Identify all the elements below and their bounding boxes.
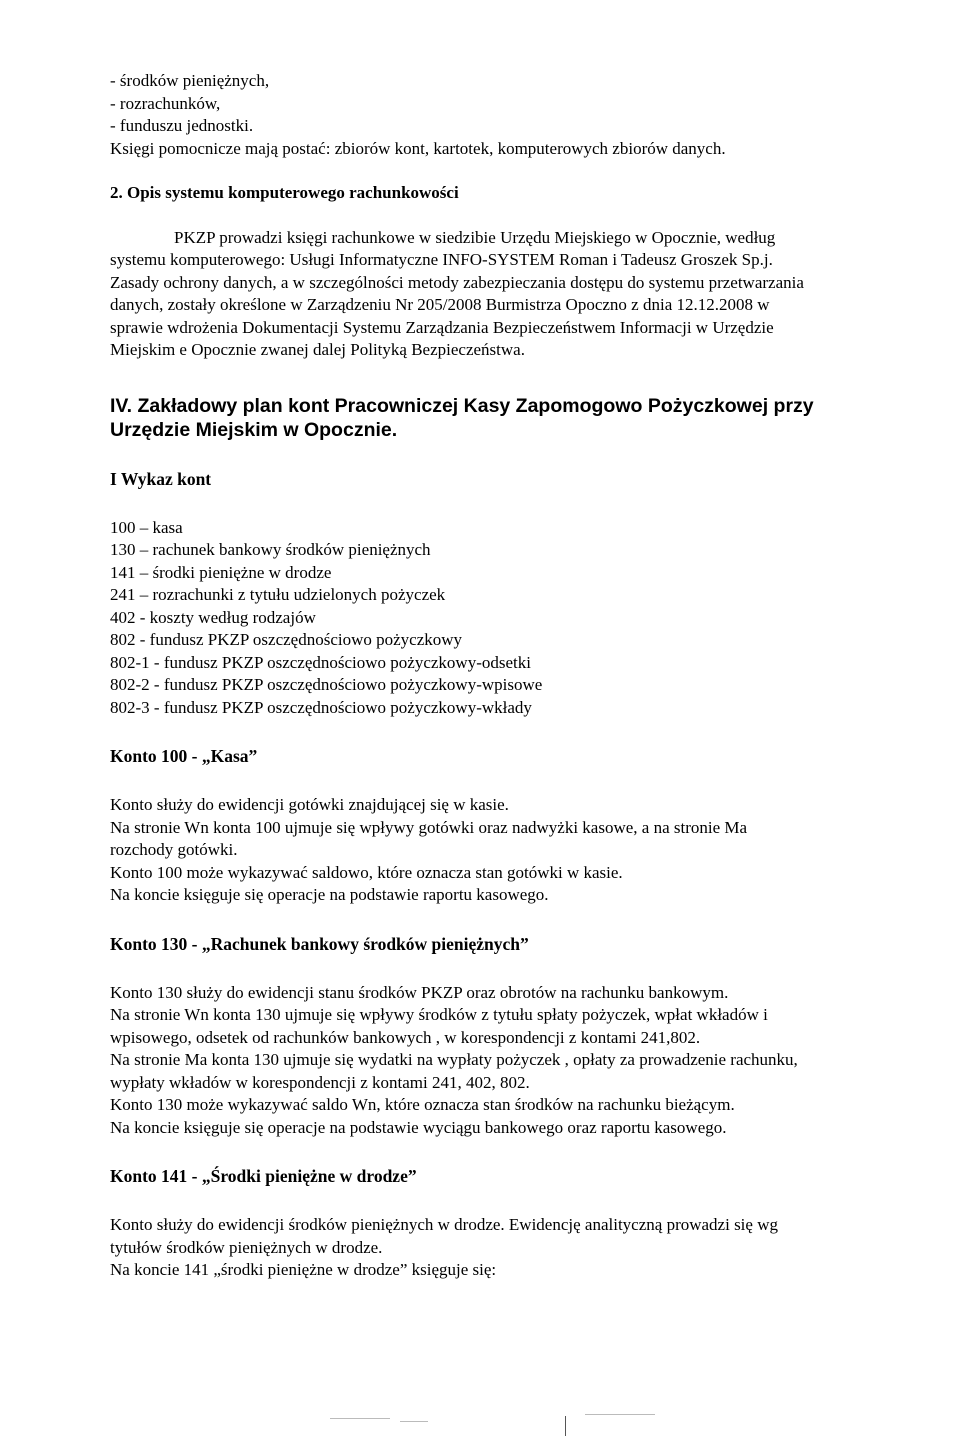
- wykaz-kont: [110, 468, 890, 720]
- intro-line: - środków pieniężnych,: [110, 71, 270, 90]
- list-item: 241 – rozrachunki z tytułu udzielonych pożyczek: [110, 585, 446, 604]
- paragraph-line: Konto 100 może wykazywać saldowo, które oznacza stan gotówki w kasie.: [110, 862, 623, 882]
- konto-heading: Konto 130 - „Rachunek bankowy środków pieniężnych”: [110, 933, 529, 954]
- section-4-heading: [110, 394, 890, 442]
- document-page: [110, 70, 890, 1282]
- section-heading-line: IV. Zakładowy plan kont Pracowniczej Kasy Zapomogowo Pożyczkowej przy: [110, 394, 814, 417]
- konto-heading: Konto 100 - „Kasa”: [110, 746, 258, 766]
- paragraph-line: rozchody gotówki.: [110, 840, 238, 859]
- paragraph-line: PKZP prowadzi księgi rachunkowe w siedzibie Urzędu Miejskiego w Opocznie, według: [174, 227, 776, 247]
- section-heading-line: Urzędzie Miejskim w Opocznie.: [110, 418, 398, 441]
- list-item: 130 – rachunek bankowy środków pieniężnych: [110, 540, 431, 559]
- list-item: 100 – kasa: [110, 517, 183, 537]
- list-item: 402 - koszty według rodzajów: [110, 607, 316, 627]
- paragraph-line: Na stronie Ma konta 130 ujmuje się wydatki na wypłaty pożyczek , opłaty za prowadzenie rachunku,: [110, 1050, 798, 1069]
- list-item: 802 - fundusz PKZP oszczędnościowo pożyczkowy: [110, 630, 463, 649]
- konto-141: [110, 1165, 890, 1282]
- paragraph-line: danych, zostały określone w Zarządzeniu Nr 205/2008 Burmistrza Opoczno z dnia 12.12.2008 w: [110, 295, 770, 314]
- paragraph-line: Na koncie 141 „środki pieniężne w drodze” księguje się:: [110, 1260, 497, 1279]
- section-2-heading: 2. Opis systemu komputerowego rachunkowości: [110, 183, 459, 202]
- paragraph-line: Na stronie Wn konta 100 ujmuje się wpływy gotówki oraz nadwyżki kasowe, a na stronie Ma: [110, 817, 748, 837]
- paragraph-line: wpisowego, odsetek od rachunków bankowych , w korespondencji z kontami 241,802.: [110, 1027, 701, 1047]
- paragraph-line: Zasady ochrony danych, a w szczególności metody zabezpieczania dostępu do systemu przetwarzania: [110, 272, 804, 292]
- intro-line: - funduszu jednostki.: [110, 116, 254, 135]
- paragraph-line: Konto służy do ewidencji gotówki znajdującej się w kasie.: [110, 795, 509, 814]
- list-item: 802-2 - fundusz PKZP oszczędnościowo pożyczkowy-wpisowe: [110, 675, 543, 694]
- paragraph-line: Miejskim e Opocznie zwanej dalej Polityką Bezpieczeństwa.: [110, 340, 525, 359]
- paragraph-line: Na stronie Wn konta 130 ujmuje się wpływy środków z tytułu spłaty pożyczek, wpłat wkładów i: [110, 1005, 768, 1024]
- paragraph-line: sprawie wdrożenia Dokumentacji Systemu Zarządzania Bezpieczeństwem Informacji w Urzędzie: [110, 317, 774, 337]
- list-item: 802-3 - fundusz PKZP oszczędnościowo pożyczkowy-wkłady: [110, 697, 532, 717]
- intro-line: - rozrachunków,: [110, 93, 221, 113]
- konto-130: [110, 933, 890, 1140]
- list-item: 141 – środki pieniężne w drodze: [110, 562, 332, 582]
- konto-100: [110, 745, 890, 907]
- intro-line: Księgi pomocnicze mają postać: zbiorów kont, kartotek, komputerowych zbiorów danych.: [110, 138, 726, 158]
- scan-artifact: [565, 1416, 566, 1436]
- section-2: [110, 182, 890, 362]
- paragraph-line: systemu komputerowego: Usługi Informatyczne INFO-SYSTEM Roman i Tadeusz Groszek Sp.j.: [110, 250, 773, 269]
- scan-artifact: [330, 1418, 390, 1419]
- intro-block: [110, 70, 890, 160]
- paragraph-line: Na koncie księguje się operacje na podstawie wyciągu bankowego oraz raportu kasowego.: [110, 1117, 727, 1137]
- paragraph-line: Na koncie księguje się operacje na podstawie raportu kasowego.: [110, 885, 549, 904]
- paragraph-line: Konto służy do ewidencji środków pieniężnych w drodze. Ewidencję analityczną prowadzi się wg: [110, 1215, 778, 1234]
- wykaz-heading: I Wykaz kont: [110, 468, 212, 489]
- scan-artifact: [400, 1421, 428, 1422]
- paragraph-line: Konto 130 służy do ewidencji stanu środków PKZP oraz obrotów na rachunku bankowym.: [110, 982, 729, 1002]
- list-item: 802-1 - fundusz PKZP oszczędnościowo pożyczkowy-odsetki: [110, 652, 531, 672]
- paragraph-line: tytułów środków pieniężnych w drodze.: [110, 1237, 383, 1257]
- konto-heading: Konto 141 - „Środki pieniężne w drodze”: [110, 1166, 417, 1186]
- paragraph-line: wypłaty wkładów w korespondencji z kontami 241, 402, 802.: [110, 1072, 530, 1092]
- scan-artifact: [585, 1414, 655, 1415]
- paragraph-line: Konto 130 może wykazywać saldo Wn, które oznacza stan środków na rachunku bieżącym.: [110, 1095, 735, 1114]
